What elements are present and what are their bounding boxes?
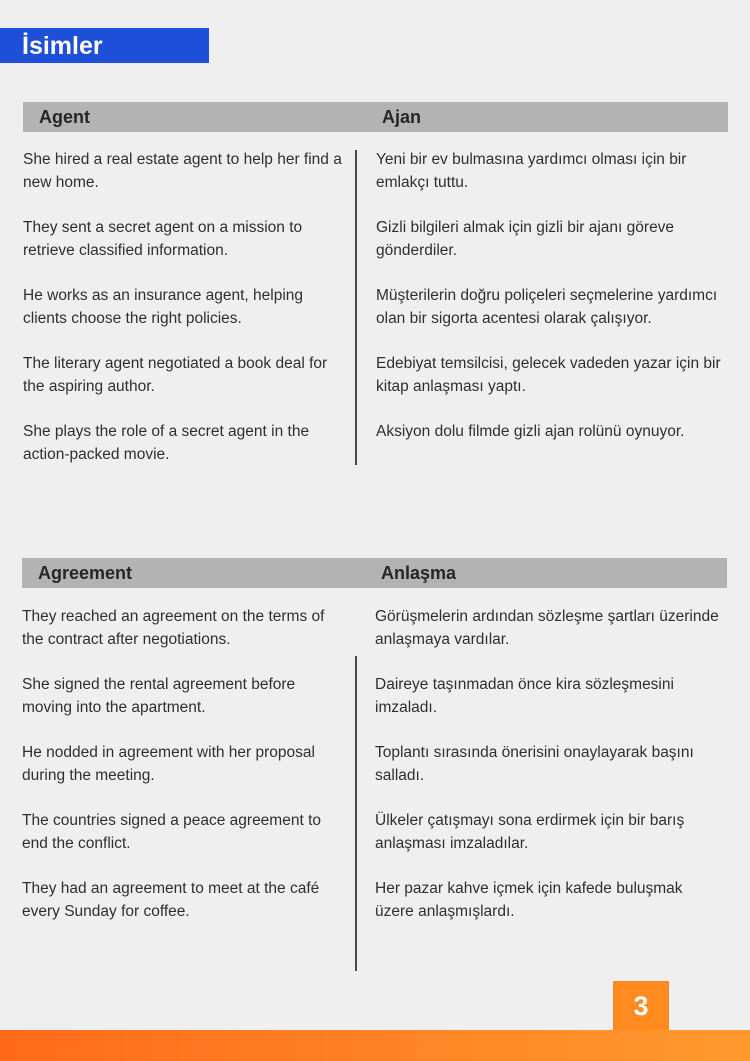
- page-number-badge: [613, 981, 669, 1031]
- section-header-turkish: Ajan: [382, 107, 422, 127]
- turkish-sentence: Edebiyat temsilcisi, gelecek vadeden yazar için bir kitap anlaşması yaptı.: [376, 355, 721, 395]
- english-sentence: She hired a real estate agent to help her find a new home.: [23, 151, 342, 191]
- turkish-sentence: Yeni bir ev bulmasına yardımcı olması için bir emlakçı tuttu.: [376, 151, 687, 191]
- english-sentence: The countries signed a peace agreement to end the conflict.: [22, 812, 321, 852]
- english-sentence: He works as an insurance agent, helping clients choose the right policies.: [23, 287, 304, 327]
- english-sentence: She signed the rental agreement before moving into the apartment.: [22, 676, 296, 716]
- english-sentence: He nodded in agreement with her proposal during the meeting.: [22, 744, 315, 784]
- english-column: [23, 149, 345, 489]
- turkish-sentence: Müşterilerin doğru poliçeleri seçmelerine yardımcı olan bir sigorta acentesi olarak çalışıyor.: [376, 287, 718, 327]
- turkish-sentence: Aksiyon dolu filmde gizli ajan rolünü oynuyor.: [376, 423, 685, 441]
- title-banner: [0, 28, 209, 63]
- english-sentence: They had an agreement to meet at the café every Sunday for coffee.: [22, 880, 320, 921]
- column-divider: [355, 656, 357, 971]
- section-header-bar: [22, 558, 727, 588]
- english-column: [22, 606, 344, 946]
- english-sentence: They reached an agreement on the terms of the contract after negotiations.: [22, 608, 325, 648]
- turkish-column: [375, 606, 725, 946]
- turkish-sentence: Daireye taşınmadan önce kira sözleşmesini imzaladı.: [375, 676, 674, 716]
- page-number: 3: [633, 991, 649, 1021]
- section-header-bar: [23, 102, 728, 132]
- turkish-sentence: Ülkeler çatışmayı sona erdirmek için bir barış anlaşması imzaladılar.: [375, 812, 685, 852]
- section-header-english: Agreement: [38, 563, 133, 583]
- english-sentence: She plays the role of a secret agent in the action-packed movie.: [23, 423, 310, 464]
- turkish-sentence: Gizli bilgileri almak için gizli bir ajanı göreve gönderdiler.: [376, 219, 675, 259]
- page-title: İsimler: [22, 32, 103, 60]
- section-header-english: Agent: [39, 107, 90, 127]
- section-header-turkish: Anlaşma: [381, 563, 457, 583]
- turkish-sentence: Toplantı sırasında önerisini onaylayarak başını salladı.: [375, 744, 694, 784]
- english-sentence: The literary agent negotiated a book deal for the aspiring author.: [23, 355, 328, 395]
- turkish-sentence: Her pazar kahve içmek için kafede buluşmak üzere anlaşmışlardı.: [375, 880, 683, 921]
- turkish-sentence: Görüşmelerin ardından sözleşme şartları üzerinde anlaşmaya vardılar.: [375, 608, 719, 648]
- footer-bar: [0, 1030, 750, 1061]
- column-divider: [355, 150, 357, 465]
- turkish-column: [376, 149, 726, 467]
- english-sentence: They sent a secret agent on a mission to retrieve classified information.: [23, 219, 303, 259]
